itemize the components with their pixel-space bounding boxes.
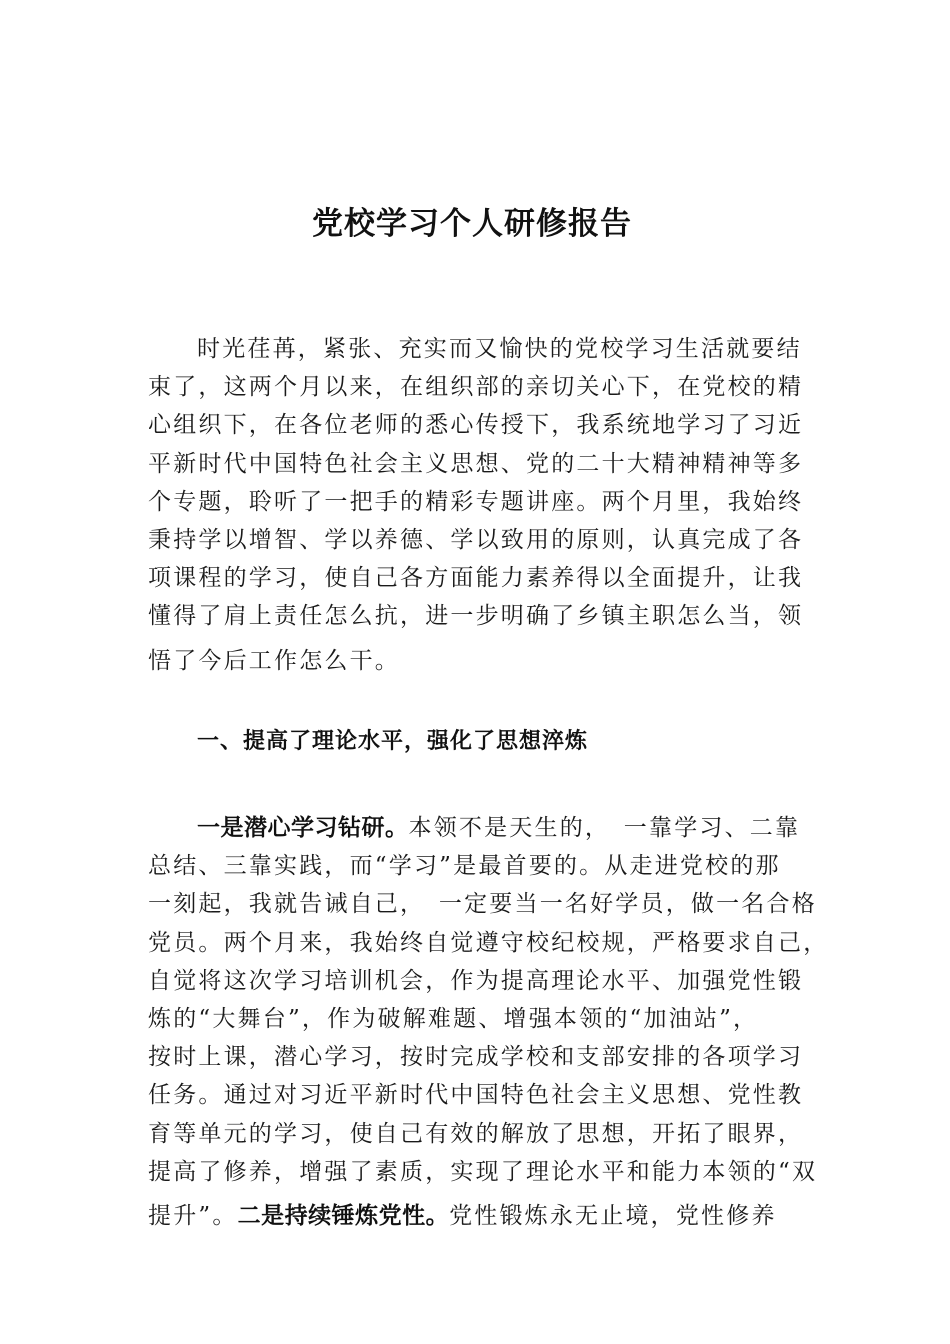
paragraph-line: 时光荏苒，紧张、充实而又愉快的党校学习生活就要结: [197, 336, 802, 362]
section-heading: 一、提高了理论水平，强化了思想淬炼: [197, 729, 589, 754]
paragraph-line: [148, 1197, 808, 1235]
intro-paragraph: [148, 330, 808, 680]
paragraph-line: 个专题，聆听了一把手的精彩专题讲座。两个月里，我始终: [148, 488, 804, 515]
paragraph-line: 党员。两个月来，我始终自觉遵守校纪校规，严格要求自己，: [148, 929, 829, 956]
section1-paragraph: [148, 809, 829, 1235]
line-text: 本领不是天生的， 一靠学习、二靠: [408, 815, 801, 841]
paragraph-line: 育等单元的学习，使自己有效的解放了思想，开拓了眼界，: [148, 1120, 804, 1147]
point-lead: 二是持续锤炼党性。: [237, 1202, 450, 1229]
document-title: 党校学习个人研修报告: [312, 206, 632, 242]
paragraph-line: 自觉将这次学习培训机会，作为提高理论水平、加强党性锻: [148, 967, 804, 994]
line-text: 提升”。: [148, 1202, 238, 1229]
paragraph-line: 任务。通过对习近平新时代中国特色社会主义思想、党性教: [148, 1082, 804, 1109]
paragraph-line: [148, 809, 808, 847]
point-lead: 一是潜心学习钻研。: [197, 815, 409, 841]
paragraph-line: 心组织下，在各位老师的悉心传授下，我系统地学习了习近: [148, 412, 804, 439]
paragraph-line: 总结、三靠实践，而“学习”是最首要的。从走进党校的那: [148, 853, 781, 880]
paragraph-line: 懂得了肩上责任怎么抗，进一步明确了乡镇主职怎么当，领: [148, 603, 804, 630]
paragraph-line: 束了，这两个月以来，在组织部的亲切关心下，在党校的精: [148, 374, 804, 401]
paragraph-line: 项课程的学习，使自己各方面能力素养得以全面提升，让我: [148, 565, 804, 592]
paragraph-line: 提高了修养，增强了素质，实现了理论水平和能力本领的“双: [148, 1158, 818, 1185]
paragraph-line: 平新时代中国特色社会主义思想、党的二十大精神精神等多: [148, 450, 804, 477]
paragraph-line: 一刻起，我就告诫自己， 一定要当一名好学员，做一名合格: [148, 891, 817, 918]
paragraph-line: 悟了今后工作怎么干。: [148, 647, 400, 674]
paragraph-line: 炼的“大舞台”，作为破解难题、增强本领的“加油站”，: [148, 1005, 759, 1032]
line-text: 党性锻炼永无止境，党性修养: [449, 1202, 777, 1229]
paragraph-line: 按时上课，潜心学习，按时完成学校和支部安排的各项学习: [148, 1044, 804, 1071]
paragraph-line: 秉持学以增智、学以养德、学以致用的原则，认真完成了各: [148, 526, 804, 553]
